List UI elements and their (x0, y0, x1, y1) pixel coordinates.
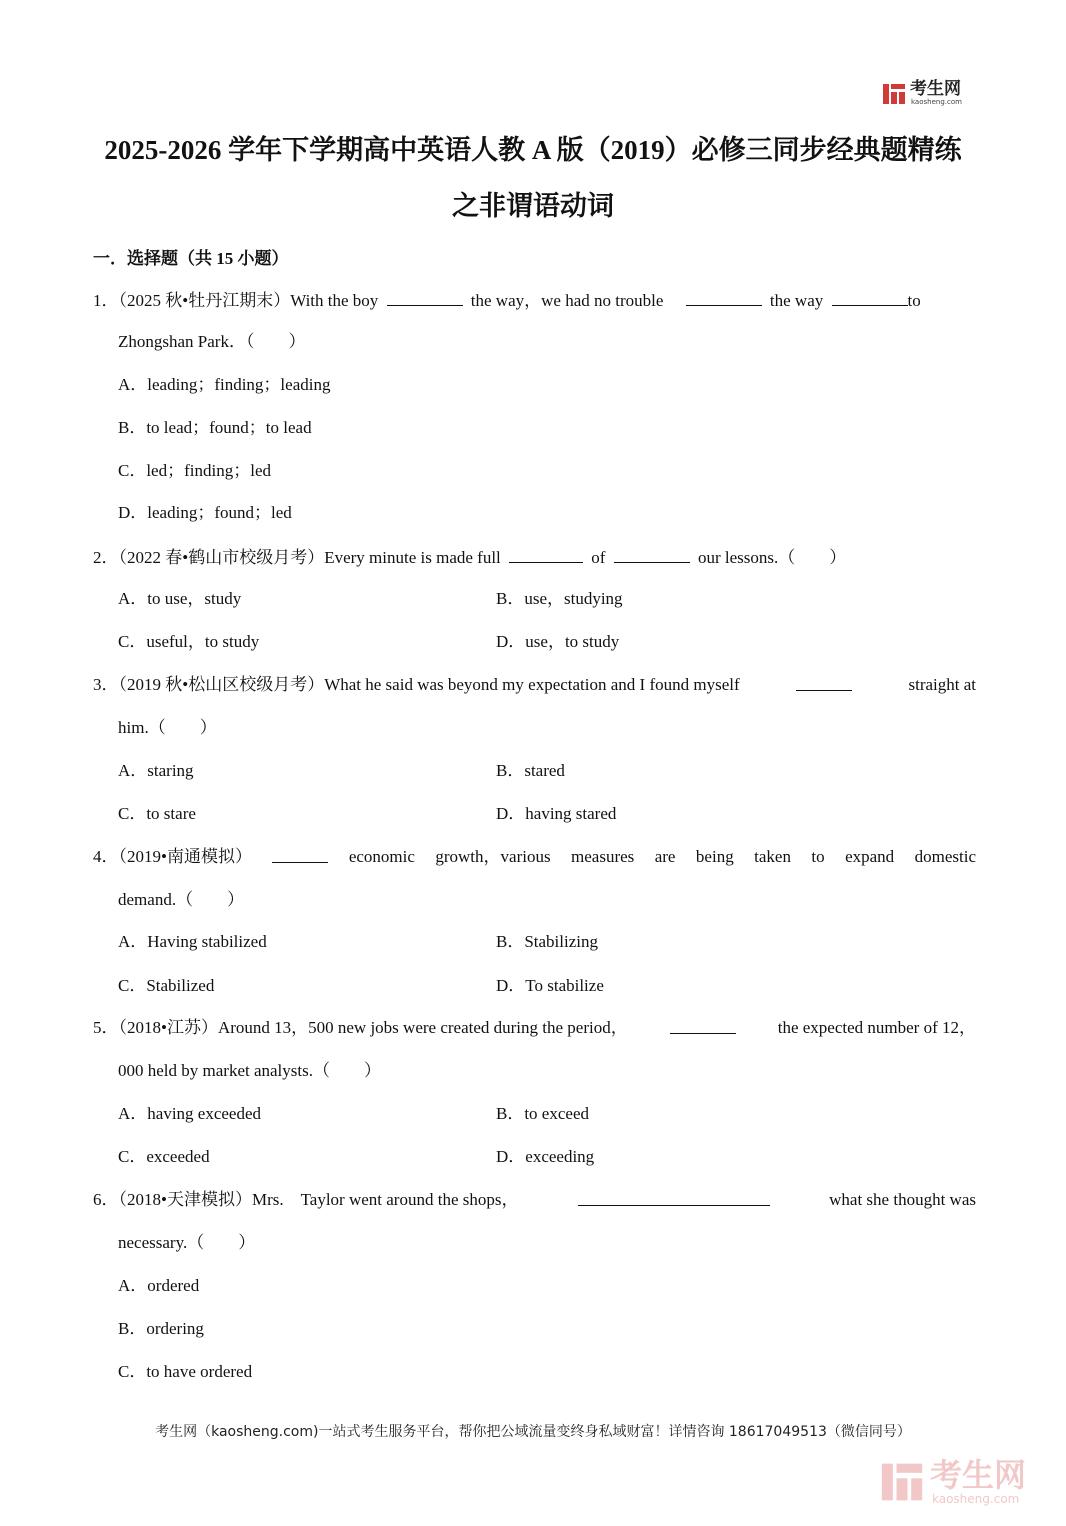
option-b: B．to lead；found；to lead (118, 418, 312, 437)
option-b: B．use，studying (496, 589, 623, 608)
watermark-logo-icon (880, 1460, 924, 1504)
question-3 (93, 674, 976, 696)
question-text: of (591, 548, 606, 567)
question-4 (93, 846, 976, 868)
logo-text: 考生网 (910, 79, 961, 99)
option-c: C．useful，to study (118, 632, 260, 651)
question-text: 3．（2019 秋•松山区校级月考）What he said was beyond my expectation and I found myself (93, 675, 740, 694)
option-c: C．to stare (118, 804, 196, 823)
question-text: the way (769, 291, 824, 310)
question-text: 2．（2022 春•鹤山市校级月考）Every minute is made full (93, 548, 501, 567)
question-text: what she thought was (829, 1190, 976, 1209)
option-d: D．use，to study (496, 632, 620, 651)
option-a: A．staring (118, 761, 194, 780)
answer-blank (509, 546, 583, 563)
footer-note: 考生网（kaosheng.com)一站式考生服务平台，帮你把公域流量变终身私域财富！详情咨询 18617049513（微信同号） (155, 1424, 911, 1440)
option-a: A．leading；finding；leading (118, 375, 331, 394)
question-5-continued: 000 held by market analysts.（ ） (118, 1061, 381, 1080)
question-word: expand (845, 847, 895, 866)
question-text: 1．（2025 秋•牡丹江期末）With the boy (93, 291, 379, 310)
answer-blank (272, 846, 328, 863)
question-word: being (695, 847, 734, 866)
option-b: B．ordering (118, 1319, 204, 1338)
question-4-continued: demand.（ ） (118, 890, 245, 909)
option-c: C．to have ordered (118, 1362, 253, 1381)
brand-logo (882, 80, 972, 108)
question-word: domestic (914, 847, 976, 866)
question-word: taken (754, 847, 791, 866)
question-2 (93, 546, 976, 569)
option-a: A．Having stabilized (118, 932, 267, 951)
option-d: D．leading；found；led (118, 503, 292, 522)
question-6 (93, 1189, 976, 1211)
question-text: our lessons.（ ） (697, 548, 847, 567)
logo-subtext: kaosheng.com (911, 98, 962, 106)
section-heading: 一．选择题（共 15 小题） (93, 249, 289, 268)
watermark-text: 考生网 (930, 1456, 1027, 1494)
question-word: to (811, 847, 825, 866)
question-text: the expected number of 12， (777, 1018, 976, 1037)
option-d: D．exceeding (496, 1147, 595, 1166)
question-1 (93, 289, 976, 312)
option-c: C．led；finding；led (118, 461, 271, 480)
question-text: 6．（2018•天津模拟）Mrs. Taylor went around the shops， (93, 1190, 519, 1209)
option-b: B．stared (496, 761, 565, 780)
watermark-subtext: kaosheng.com (932, 1492, 1020, 1506)
question-text: to (907, 291, 921, 310)
document-title-line-1: 2025-2026 学年下学期高中英语人教 A 版（2019）必修三同步经典题精练 (104, 135, 962, 165)
question-text: the way，we had no trouble (470, 291, 664, 310)
option-d: D．To stabilize (496, 976, 604, 995)
question-word: growth，various (435, 847, 551, 866)
answer-blank (832, 289, 908, 306)
answer-blank (670, 1017, 736, 1034)
answer-blank (387, 289, 463, 306)
option-b: B．Stabilizing (496, 932, 598, 951)
answer-blank (614, 546, 690, 563)
watermark (880, 1458, 1050, 1510)
question-6-continued: necessary.（ ） (118, 1233, 256, 1252)
question-word: are (654, 847, 676, 866)
option-a: A．having exceeded (118, 1104, 262, 1123)
question-text: straight at (908, 675, 976, 694)
question-1-continued: Zhongshan Park．（ ） (118, 332, 306, 351)
answer-blank (686, 289, 762, 306)
answer-blank (578, 1189, 770, 1206)
option-c: C．Stabilized (118, 976, 215, 995)
answer-blank (796, 674, 852, 691)
option-c: C．exceeded (118, 1147, 210, 1166)
option-d: D．having stared (496, 804, 617, 823)
question-text: 4．（2019•南通模拟） (93, 847, 252, 866)
option-a: A．ordered (118, 1276, 200, 1295)
kaosheng-logo-icon (882, 82, 906, 106)
question-word: measures (571, 847, 635, 866)
option-b: B．to exceed (496, 1104, 589, 1123)
document-title-line-2: 之非谓语动词 (452, 191, 614, 221)
question-3-continued: him.（ ） (118, 718, 217, 737)
question-text: 5．（2018•江苏）Around 13，500 new jobs were created during the period， (93, 1018, 628, 1037)
question-5 (93, 1017, 976, 1039)
question-word: economic (348, 847, 415, 866)
option-a: A．to use，study (118, 589, 242, 608)
